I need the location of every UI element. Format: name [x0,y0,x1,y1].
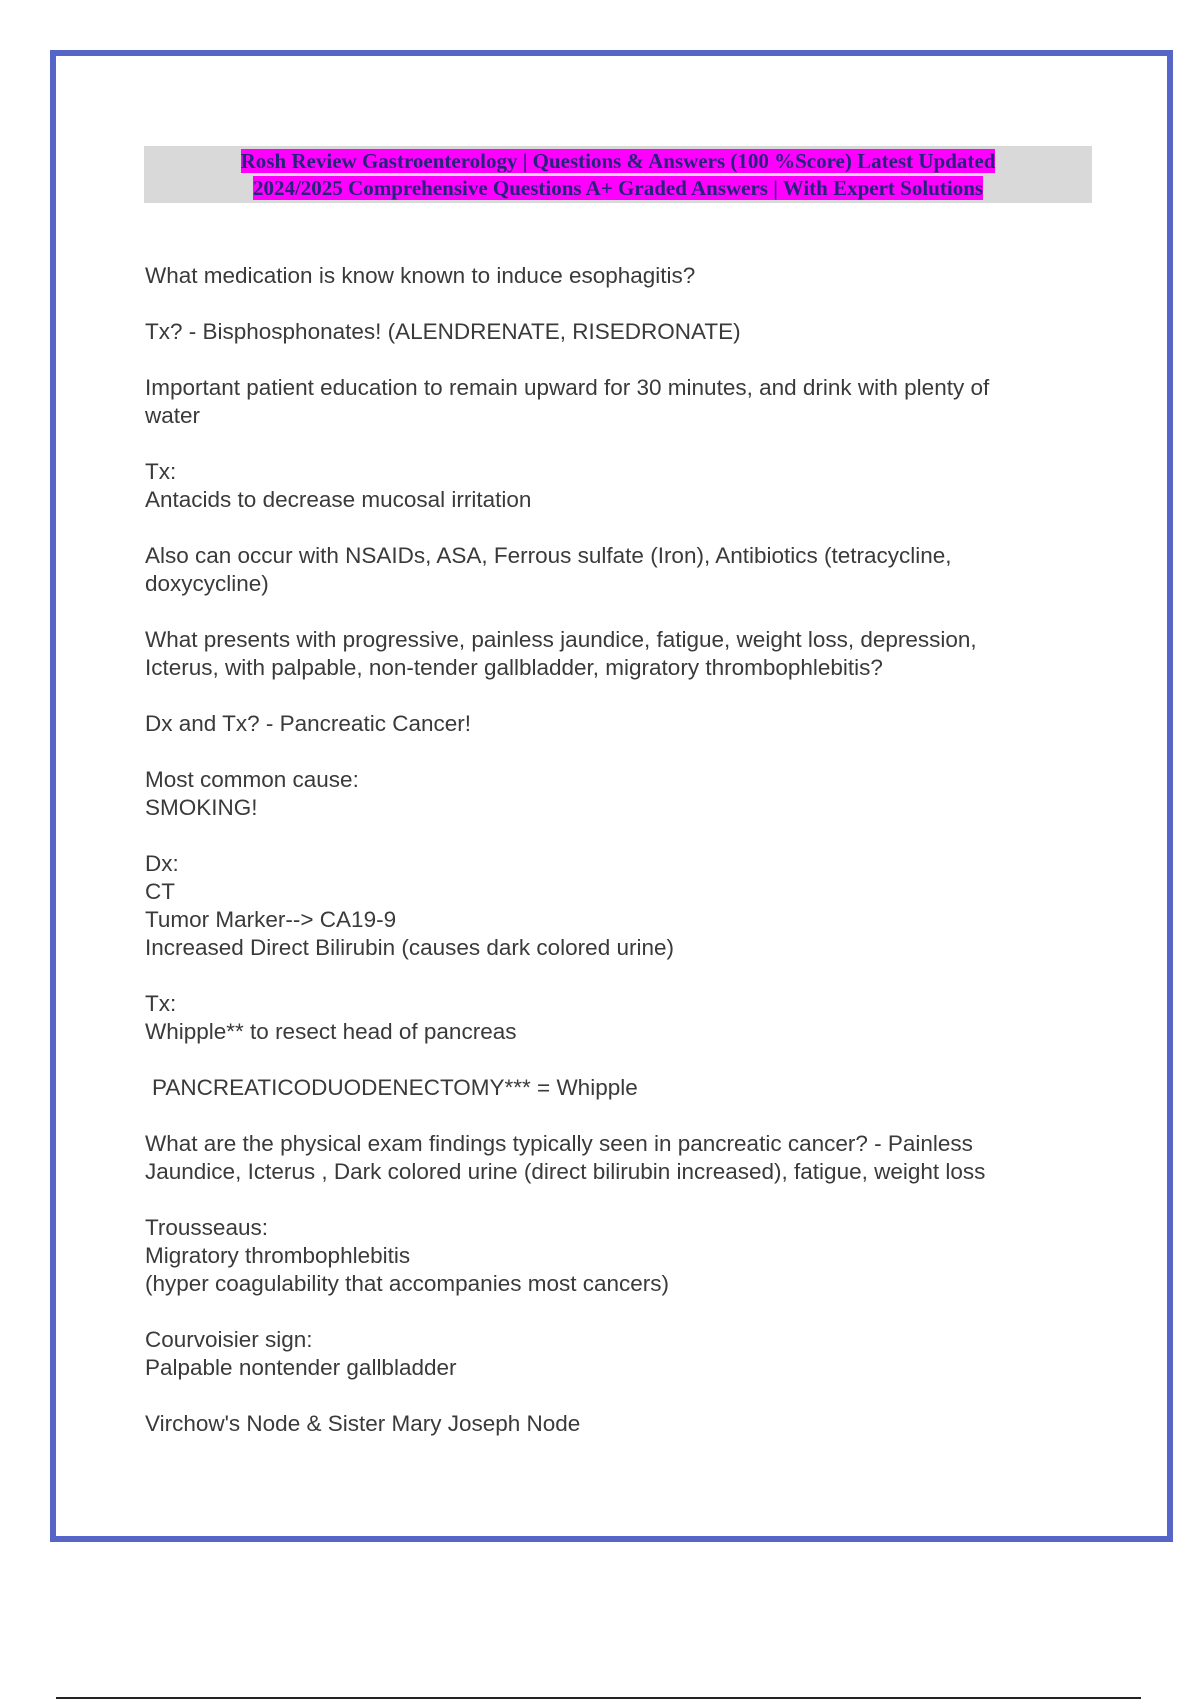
document-title [144,146,1092,203]
paragraph-line: Tx? - Bisphosphonates! (ALENDRENATE, RISEDRONATE) [145,319,741,344]
paragraph-line: Trousseaus: [145,1215,268,1240]
paragraph-line: Tx: [145,991,177,1016]
paragraph-line: Dx: [145,851,179,876]
qa-paragraph [145,262,1075,290]
title-line-1: Rosh Review Gastroenterology | Questions & Answers (100 %Score) Latest Updated [240,149,996,173]
paragraph-line: Most common cause: [145,767,359,792]
qa-paragraph [145,1214,1075,1298]
paragraph-line: Also can occur with NSAIDs, ASA, Ferrous sulfate (Iron), Antibiotics (tetracycline, [145,543,952,568]
paragraph-line: Icterus, with palpable, non-tender gallbladder, migratory thrombophlebitis? [145,655,883,680]
paragraph-line: PANCREATICODUODENECTOMY*** = Whipple [152,1075,638,1100]
qa-paragraph [145,766,1075,822]
bottom-rule [56,1697,1141,1699]
paragraph-line: Whipple** to resect head of pancreas [145,1019,517,1044]
paragraph-line: What are the physical exam findings typically seen in pancreatic cancer? - Painless [145,1131,973,1156]
qa-paragraph [145,318,1075,346]
paragraph-line: water [145,403,201,428]
qa-paragraph [145,1326,1075,1382]
title-line-2: 2024/2025 Comprehensive Questions A+ Graded Answers | With Expert Solutions [252,176,984,200]
paragraph-line: (hyper coagulability that accompanies most cancers) [145,1271,669,1296]
paragraph-line: Palpable nontender gallbladder [145,1355,457,1380]
paragraph-line: SMOKING! [145,795,258,820]
paragraph-line: Increased Direct Bilirubin (causes dark colored urine) [145,935,674,960]
paragraph-line: What presents with progressive, painless jaundice, fatigue, weight loss, depression, [145,627,977,652]
paragraph-line: doxycycline) [145,571,269,596]
qa-paragraph [145,850,1075,962]
paragraph-line: Virchow's Node & Sister Mary Joseph Node [145,1411,581,1436]
paragraph-line: What medication is know known to induce esophagitis? [145,263,696,288]
paragraph-line: Tumor Marker--> CA19-9 [145,907,397,932]
document-body [145,262,1075,1466]
qa-paragraph [145,374,1075,430]
qa-paragraph [145,1130,1075,1186]
qa-paragraph [145,458,1075,514]
qa-paragraph [145,990,1075,1046]
paragraph-line: CT [145,879,175,904]
qa-paragraph [145,542,1075,598]
paragraph-line: Migratory thrombophlebitis [145,1243,411,1268]
paragraph-line: Tx: [145,459,177,484]
paragraph-line: Courvoisier sign: [145,1327,313,1352]
qa-paragraph [145,710,1075,738]
paragraph-line: Jaundice, Icterus , Dark colored urine (direct bilirubin increased), fatigue, weight loss [145,1159,986,1184]
qa-paragraph [145,1074,1075,1102]
qa-paragraph [145,626,1075,682]
paragraph-line: Antacids to decrease mucosal irritation [145,487,532,512]
paragraph-line: Important patient education to remain upward for 30 minutes, and drink with plenty of [145,375,990,400]
qa-paragraph [145,1410,1075,1438]
paragraph-line: Dx and Tx? - Pancreatic Cancer! [145,711,471,736]
